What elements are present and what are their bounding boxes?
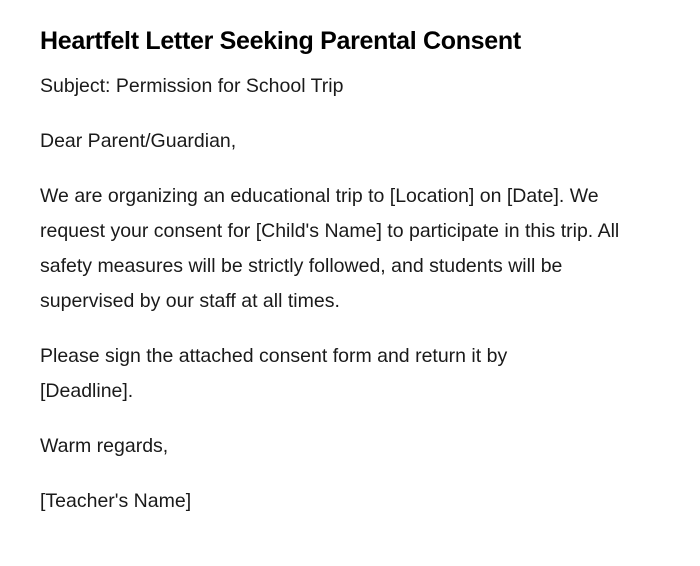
letter-document xyxy=(40,24,640,519)
body-paragraph-trip-details: We are organizing an educational trip to [Location] on [Date]. We request your consent for [Child's Name] to participate in this trip. All safety measures will be strictly followed, and students will be supervised by our staff at all times. xyxy=(40,185,620,312)
salutation: Dear Parent/Guardian, xyxy=(40,130,237,152)
closing: Warm regards, xyxy=(40,435,169,457)
body-paragraph-consent-request: Please sign the attached consent form and return it by [Deadline]. xyxy=(40,345,508,402)
document-title: Heartfelt Letter Seeking Parental Consent xyxy=(40,27,521,55)
subject-line: Subject: Permission for School Trip xyxy=(40,75,344,97)
signature: [Teacher's Name] xyxy=(40,490,192,512)
